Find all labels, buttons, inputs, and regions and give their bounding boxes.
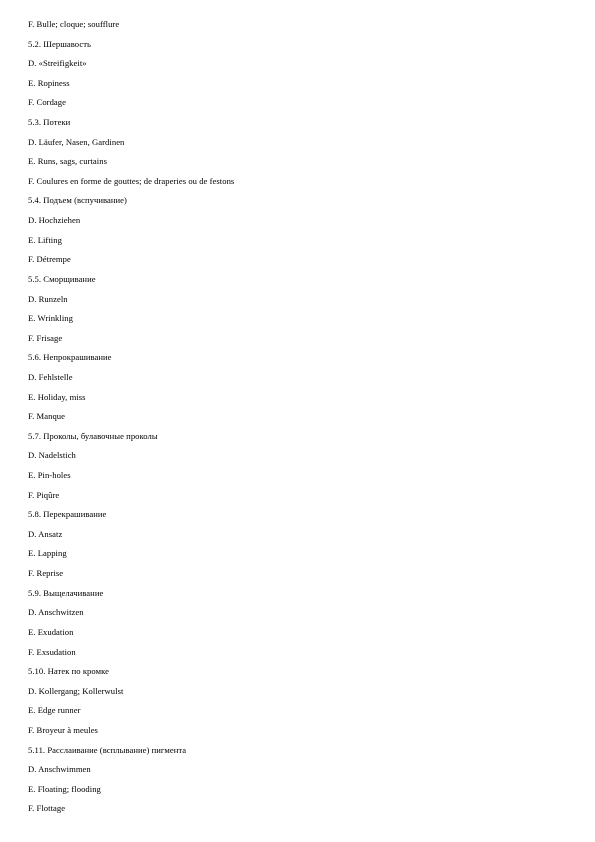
section-heading: 5.3. Потеки [28, 117, 71, 128]
text-line: D. Anschwitzen [28, 607, 84, 618]
text-line: D. Runzeln [28, 293, 68, 304]
text-line: D. Nadelstich [28, 450, 76, 461]
section-heading: 5.11. Расслаивание (всплывание) пигмента [28, 744, 187, 755]
text-line: F. Broyeur à meules [28, 724, 98, 735]
text-line: D. Läufer, Nasen, Gardinen [28, 136, 125, 147]
term-list [28, 17, 588, 821]
section-heading: 5.5. Сморщивание [28, 273, 96, 284]
text-line: F. Exsudation [28, 646, 76, 657]
section-heading: 5.7. Проколы, булавочные проколы [28, 430, 158, 441]
text-line: E. Lapping [28, 548, 67, 559]
text-line: E. Lifting [28, 234, 62, 245]
section-heading: 5.6. Непрокрашивание [28, 352, 112, 363]
text-line: D. «Streifigkeit» [28, 58, 87, 69]
text-line: F. Détrempe [28, 254, 71, 265]
text-line: E. Ropiness [28, 77, 70, 88]
text-line: F. Piqûre [28, 489, 60, 500]
text-line: E. Edge runner [28, 705, 81, 716]
text-line: E. Floating; flooding [28, 783, 101, 794]
text-line: D. Hochziehen [28, 215, 81, 226]
section-heading: 5.2. Шершавость [28, 38, 92, 49]
text-line: F. Manque [28, 411, 65, 422]
text-line: E. Holiday, miss [28, 391, 86, 402]
text-line: F. Flottage [28, 803, 66, 814]
text-line: F. Cordage [28, 97, 67, 108]
text-line: E. Wrinkling [28, 313, 73, 324]
text-line: E. Pin-holes [28, 470, 71, 481]
text-line: F. Reprise [28, 568, 64, 579]
text-line: D. Kollergang; Kollerwulst [28, 685, 124, 696]
text-line: F. Bulle; cloque; soufflure [28, 19, 120, 29]
section-heading: 5.10. Натек по кромке [28, 666, 109, 677]
section-heading: 5.9. Выщелачивание [28, 587, 104, 598]
text-line: F. Frisage [28, 332, 63, 343]
text-line: D. Anschwimmen [28, 764, 91, 775]
text-line: F. Coulures en forme de gouttes; de draperies ou de festons [28, 175, 235, 186]
text-line: D. Ansatz [28, 528, 63, 539]
text-line: D. Fehlstelle [28, 371, 73, 382]
section-heading: 5.8. Перекрашивание [28, 509, 107, 520]
section-heading: 5.4. Подъем (вспучивание) [28, 195, 127, 206]
text-line: E. Runs, sags, curtains [28, 156, 107, 167]
text-line: E. Exudation [28, 626, 74, 637]
